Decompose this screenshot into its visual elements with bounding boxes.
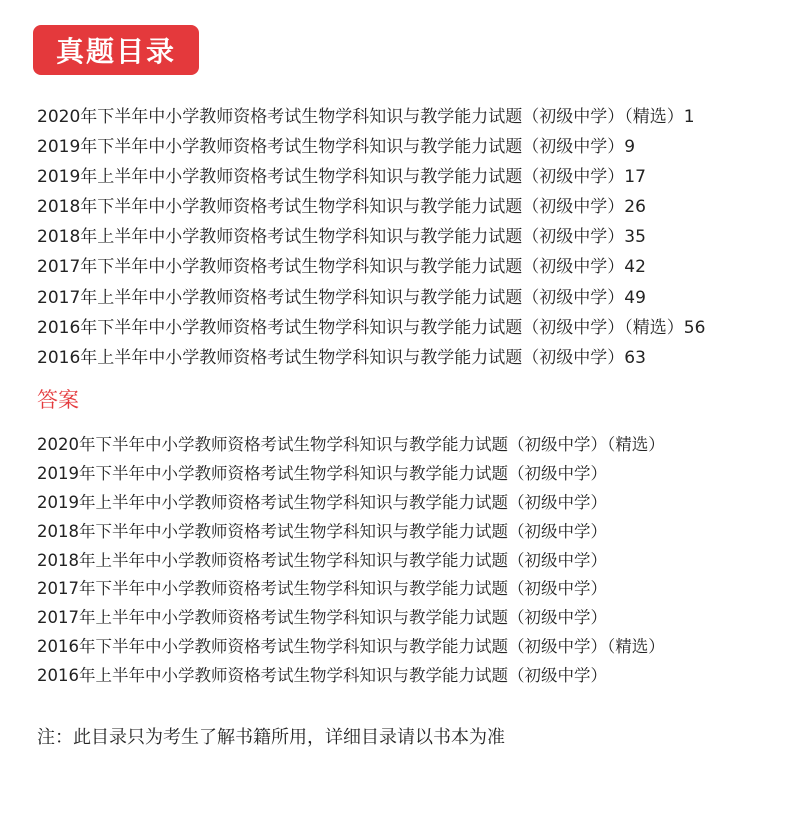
answer-item[interactable]: 2016年上半年中小学教师资格考试生物学科知识与教学能力试题（初级中学）	[37, 666, 607, 686]
toc-item[interactable]: 2017年下半年中小学教师资格考试生物学科知识与教学能力试题（初级中学）42	[37, 257, 646, 278]
toc-item[interactable]: 2017年上半年中小学教师资格考试生物学科知识与教学能力试题（初级中学）49	[37, 287, 646, 308]
toc-item[interactable]: 2016年上半年中小学教师资格考试生物学科知识与教学能力试题（初级中学）63	[37, 347, 646, 368]
answer-item[interactable]: 2018年下半年中小学教师资格考试生物学科知识与教学能力试题（初级中学）	[37, 521, 607, 541]
answer-item[interactable]: 2020年下半年中小学教师资格考试生物学科知识与教学能力试题（初级中学）（精选）	[37, 435, 665, 454]
toc-item[interactable]: 2020年下半年中小学教师资格考试生物学科知识与教学能力试题（初级中学）（精选）1	[37, 107, 695, 127]
answer-item[interactable]: 2017年下半年中小学教师资格考试生物学科知识与教学能力试题（初级中学）	[37, 579, 607, 599]
answer-item[interactable]: 2018年上半年中小学教师资格考试生物学科知识与教学能力试题（初级中学）	[37, 550, 607, 570]
answer-item[interactable]: 2016年下半年中小学教师资格考试生物学科知识与教学能力试题（初级中学）（精选）	[37, 637, 665, 657]
answer-item[interactable]: 2019年下半年中小学教师资格考试生物学科知识与教学能力试题（初级中学）	[37, 463, 607, 483]
answer-item[interactable]: 2017年上半年中小学教师资格考试生物学科知识与教学能力试题（初级中学）	[37, 608, 607, 628]
toc-item[interactable]: 2019年上半年中小学教师资格考试生物学科知识与教学能力试题（初级中学）17	[37, 167, 646, 188]
page-title-badge	[33, 25, 199, 75]
page-title: 真题目录	[55, 35, 176, 68]
toc-item[interactable]: 2016年下半年中小学教师资格考试生物学科知识与教学能力试题（初级中学）（精选）56	[37, 317, 706, 338]
answers-heading: 答案	[37, 388, 79, 412]
toc-item[interactable]: 2018年下半年中小学教师资格考试生物学科知识与教学能力试题（初级中学）26	[37, 197, 646, 218]
toc-item[interactable]: 2018年上半年中小学教师资格考试生物学科知识与教学能力试题（初级中学）35	[37, 227, 646, 248]
footnote: 注：此目录只为考生了解书籍所用，详细目录请以书本为准	[37, 727, 505, 748]
toc-list	[37, 102, 705, 373]
answer-list	[37, 430, 665, 690]
toc-item[interactable]: 2019年下半年中小学教师资格考试生物学科知识与教学能力试题（初级中学）9	[37, 137, 636, 158]
answer-item[interactable]: 2019年上半年中小学教师资格考试生物学科知识与教学能力试题（初级中学）	[37, 492, 607, 512]
